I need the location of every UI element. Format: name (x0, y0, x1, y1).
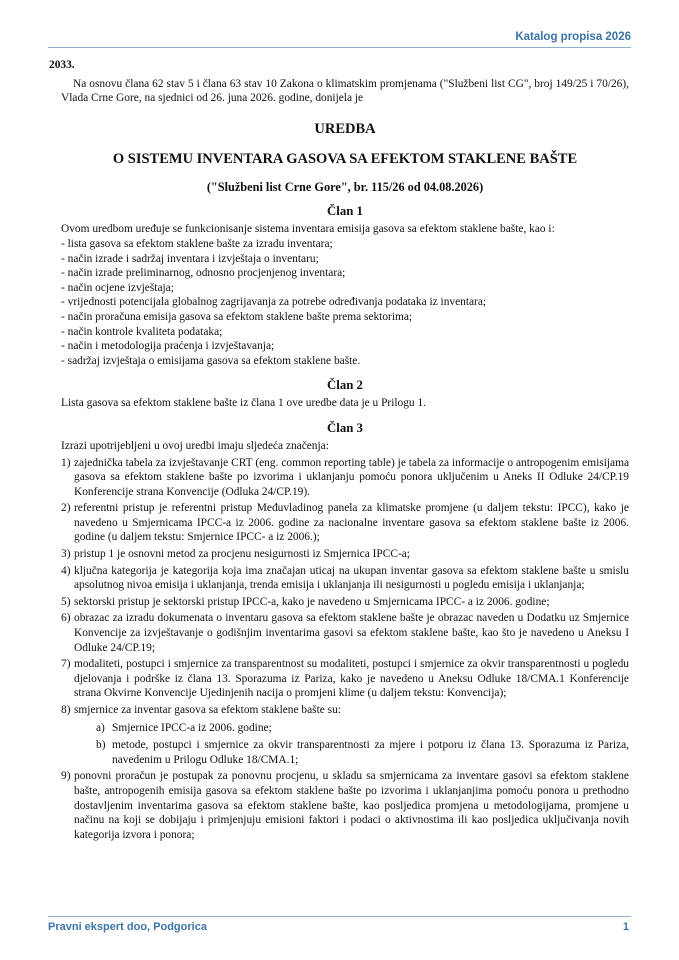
definition-number: 2) (61, 502, 71, 515)
list-item: - način proračuna emisija gasova sa efektom staklene bašte prema sektorima; (61, 310, 413, 323)
list-item: - način izrade i sadržaj inventara i izvještaja o inventaru; (61, 252, 319, 265)
article-1-heading: Član 1 (327, 204, 363, 219)
preamble: Na osnovu člana 62 stav 5 i člana 63 stav 10 Zakona o klimatskim promjenama ("Službeni list CG", broj 149/25 i 70/26), Vlada Crne Gore, na sjednici od 26. juna 2026. godine, donijela je (61, 77, 629, 105)
definition-text: ključna kategorija je kategorija koja ima značajan uticaj na ukupan inventar gasova sa efektom staklene bašte u smislu apsolutnog nivoa emisija i uklanjanja, trenda emisija i uklanjanja ili nesigurnosti u pogledu emisija i uklanjanja; (74, 564, 629, 592)
definition-text: ponovni proračun je postupak za ponovnu procjenu, u skladu sa smjernicama za inventare gasovi sa efektom staklene bašte, antropogenih emisija gasova sa efektom staklene bašte po izvorima i uklanjanjima pomoću ponora u prethodno dostavljenim inventarima gasova sa efektom staklene bašte, kao posljedica promjena u metodologijama, promjene u načinu na koji se dobijaju i primjenjuju emisioni faktori i podaci o aktivnostima ili kao posljedica uključivanja novih kategorija izvora i ponora; (74, 770, 629, 841)
definition-number: 6) (61, 612, 71, 625)
definition-text: referentni pristup je referentni pristup Međuvladinog panela za klimatske promjene (u daljem tekstu: IPCC), kako je navedeno u Smjernicama IPCC-a iz 2006. godine za nacionalne inventare gasova sa efektom staklene bašte iz 2006. godine (u daljem tekstu: Smjernice IPCC- a iz 2006.); (74, 502, 629, 544)
sub-item-text: Smjernice IPCC-a iz 2006. godine; (112, 721, 272, 734)
sub-item (96, 721, 629, 736)
definition-item (61, 456, 629, 500)
definitions-list (61, 456, 629, 843)
document-title: UREDBA (314, 120, 376, 137)
definition-number: 9) (61, 770, 71, 783)
article-3-heading: Član 3 (327, 420, 363, 435)
definition-number: 4) (61, 564, 71, 577)
definition-number: 5) (61, 595, 71, 608)
article-1-intro: Ovom uredbom uređuje se funkcionisanje sistema inventara emisija gasova sa efektom staklene bašte, kao i: (61, 223, 555, 236)
definition-text: smjernice za inventar gasova sa efektom staklene bašte su: (74, 704, 341, 716)
list-item: - vrijednosti potencijala globalnog zagrijavanja za potrebe određivanja podataka iz inventara; (61, 296, 487, 309)
definition-text: zajednička tabela za izvještavanje CRT (eng. common reporting table) je tabela za informacije o antropogenim emisijama gasova sa efektom staklene bašte po izvorima i uklanjanju pomoću ponora uključenim u Aneks II Odluke 24/CP.19 Konferencije strana Konvencije (Odluka 24/CP.19). (74, 456, 629, 498)
definition-item (61, 547, 629, 562)
article-2-text: Lista gasova sa efektom staklene bašte iz člana 1 ove uredbe data je u Prilogu 1. (61, 397, 427, 410)
sub-item-label: b) (96, 739, 106, 752)
list-item: - način izrade preliminarnog, odnosno procjenjenog inventara; (61, 267, 346, 280)
document-body (49, 58, 629, 842)
document-source: ("Službeni list Crne Gore", br. 115/26 od 04.08.2026) (206, 179, 484, 194)
list-item: - sadržaj izvještaja o emisijama gasova sa efektom staklene bašte. (61, 354, 361, 367)
definition-item (61, 564, 629, 593)
sub-item-label: a) (96, 721, 105, 734)
catalog-brand: Katalog propisa 2026 (515, 31, 631, 43)
definition-item (61, 703, 629, 718)
definition-text: sektorski pristup je sektorski pristup IPCC-a, kako je navedeno u Smjernicama IPCC- a iz 2006. godine; (74, 595, 550, 608)
list-item: - način ocjene izvještaja; (61, 281, 174, 294)
definition-number: 1) (61, 456, 71, 469)
sub-item (96, 738, 629, 767)
definition-number: 8) (61, 704, 71, 716)
list-item: - lista gasova sa efektom staklene bašte za izradu inventara; (61, 237, 333, 250)
definition-item (61, 611, 629, 655)
article-2-heading: Član 2 (327, 378, 363, 393)
definition-item (61, 657, 629, 701)
article-3-intro: Izrazi upotrijebljeni u ovoj uredbi imaju sljedeća značenja: (61, 439, 329, 452)
definition-item (61, 769, 629, 842)
page-footer (48, 916, 631, 935)
definition-number: 7) (61, 658, 71, 671)
article-1-list (61, 237, 629, 368)
list-item: - način i metodologija praćenja i izvještavanja; (61, 340, 275, 353)
definition-text: obrazac za izradu dokumenata o inventaru gasova sa efektom staklene bašte je obrazac naveden u Dodatku uz Smjernice Konvencije za izvještavanje o godišnjim inventarima gasovi sa efektom staklene bašte, kao što je navedeno u Aneksu I Odluke 24/CP.19; (74, 612, 629, 654)
document-number: 2033. (49, 59, 75, 71)
sub-item-text: metode, postupci i smjernice za okvir transparentnosti za mjere i potporu iz člana 13. Sporazuma iz Pariza, navedenim u Prilogu Odluke 18/CMA.1; (112, 739, 629, 766)
definition-item (61, 595, 629, 610)
list-item: - način kontrole kvaliteta podataka; (61, 325, 223, 338)
definition-text: modaliteti, postupci i smjernice za transparentnost su modaliteti, postupci i smjernice za okvir transparentnosti u pogledu djelovanja i podrške iz člana 13. Sporazuma iz Pariza, kako je navedeno u Aneksu Odluke 18/CMA.1 Konferencije strana Okvirne Konvencije Ujedinjenih nacija o promjeni klime (u daljem tekstu: Konvencija); (74, 658, 629, 700)
publisher-name: Pravni ekspert doo, Podgorica (48, 921, 207, 933)
definition-text: pristup 1 je osnovni metod za procjenu nesigurnosti iz Smjernica IPCC-a; (74, 548, 410, 561)
definition-item (61, 501, 629, 545)
page-header (48, 30, 631, 48)
definition-number: 3) (61, 548, 71, 561)
page-number: 1 (622, 921, 629, 933)
document-subtitle: O SISTEMU INVENTARA GASOVA SA EFEKTOM STAKLENE BAŠTE (112, 150, 578, 167)
